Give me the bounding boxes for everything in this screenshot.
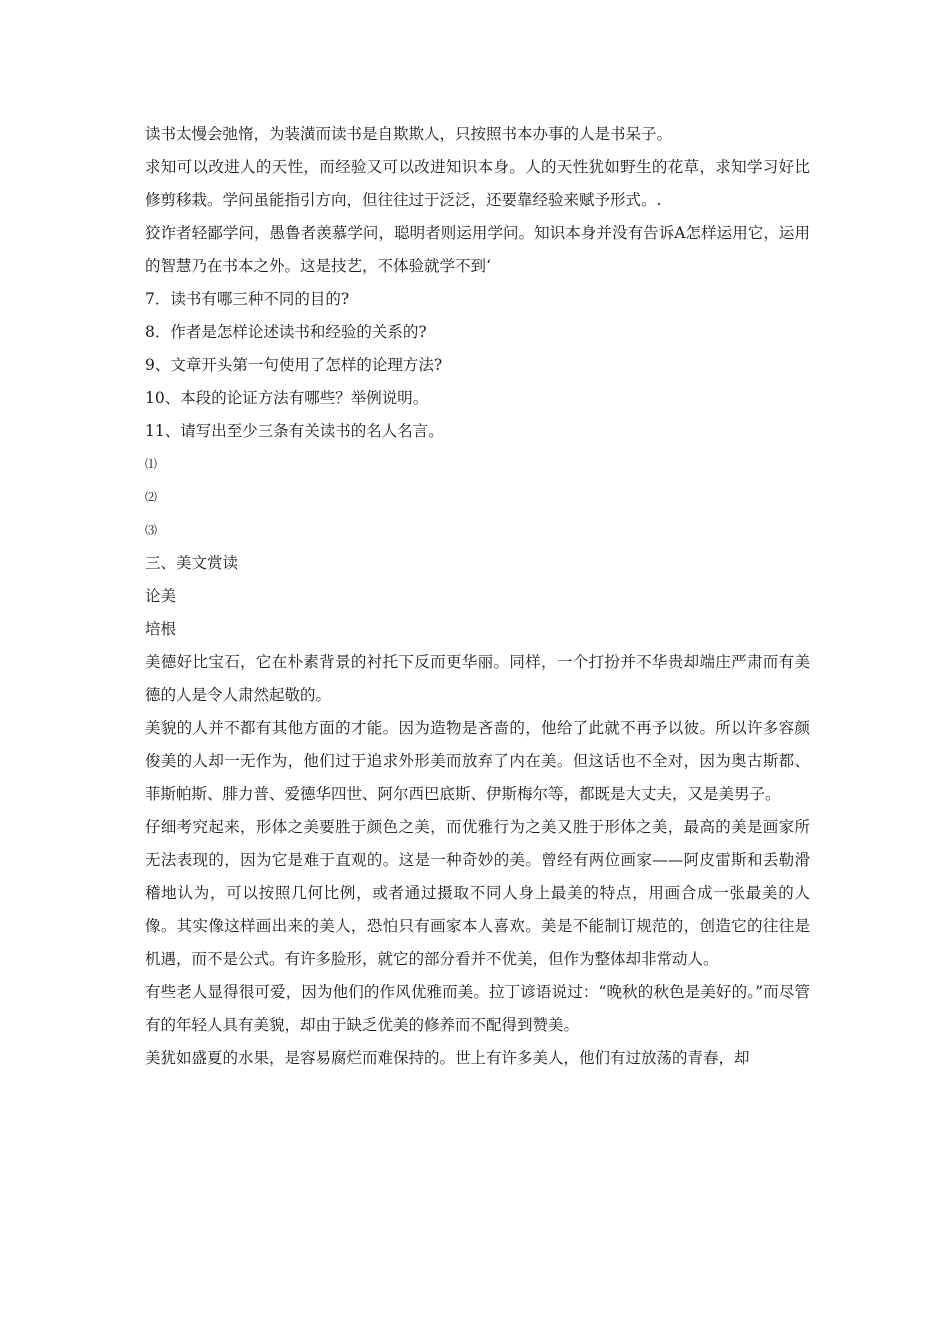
- section-heading: 三、美文赏读: [145, 554, 239, 572]
- question-8: 8．作者是怎样论述读书和经验的关系的?: [145, 323, 427, 341]
- excerpt-paragraph-1: 读书太慢会弛惰，为装潢而读书是自欺欺人，只按照书本办事的人是书呆子。: [145, 125, 673, 143]
- excerpt-paragraph-3: 狡诈者轻鄙学问，愚鲁者羡慕学问，聪明者则运用学问。知识本身并没有告诉A怎样运用它，运用的智慧乃在书本之外。这是技艺，不体验就学不到‘: [145, 224, 810, 275]
- essay-paragraph-4: 有些老人显得很可爱，因为他们的作风优雅而美。拉丁谚语说过：“晚秋的秋色是美好的。”而尽管有的年轻人具有美貌，却由于缺乏优美的修养而不配得到赞美。: [145, 983, 810, 1034]
- question-7: 7．读书有哪三种不同的目的?: [145, 290, 350, 308]
- essay-paragraph-5: 美犹如盛夏的水果，是容易腐烂而难保持的。世上有许多美人，他们有过放荡的青春，却: [145, 1049, 750, 1067]
- answer-line-1: ⑴: [145, 457, 158, 471]
- essay-paragraph-2: 美貌的人并不都有其他方面的才能。因为造物是吝啬的，他给了此就不再予以彼。所以许多容颜俊美的人却一无作为，他们过于追求外形美而放弃了内在美。但这话也不全对，因为奥古斯都、菲斯帕斯、腓力普、爱德华四世、阿尔西巴底斯、伊斯梅尔等，都既是大丈夫，又是美男子。: [145, 719, 810, 803]
- essay-title: 论美: [145, 587, 177, 605]
- essay-paragraph-3: 仔细考究起来，形体之美要胜于颜色之美，而优雅行为之美又胜于形体之美，最高的美是画家所无法表现的，因为它是难于直观的。这是一种奇妙的美。曾经有两位画家——阿皮雷斯和丢勒滑稽地认为，可以按照几何比例，或者通过摄取不同人身上最美的特点，用画合成一张最美的人像。其实像这样画出来的美人，恐怕只有画家本人喜欢。美是不能制订规范的，创造它的往往是机遇，而不是公式。有许多脸形，就它的部分看并不优美，但作为整体却非常动人。: [145, 818, 810, 968]
- essay-author: 培根: [145, 620, 177, 638]
- excerpt-paragraph-2: 求知可以改进人的天性，而经验又可以改进知识本身。人的天性犹如野生的花草，求知学习好比修剪移栽。学问虽能指引方向，但往往过于泛泛，还要靠经验来赋予形式。.: [145, 158, 810, 209]
- question-11: 11、请写出至少三条有关读书的名人名言。: [145, 422, 444, 440]
- answer-line-3: ⑶: [145, 523, 158, 537]
- document-page: [145, 118, 810, 1075]
- question-9: 9、文章开头第一句使用了怎样的论理方法?: [145, 356, 443, 374]
- essay-paragraph-1: 美德好比宝石，它在朴素背景的衬托下反而更华丽。同样，一个打扮并不华贵却端庄严肃而有美德的人是令人肃然起敬的。: [145, 653, 810, 704]
- answer-line-2: ⑵: [145, 490, 158, 504]
- question-10: 10、本段的论证方法有哪些？举例说明。: [145, 389, 429, 407]
